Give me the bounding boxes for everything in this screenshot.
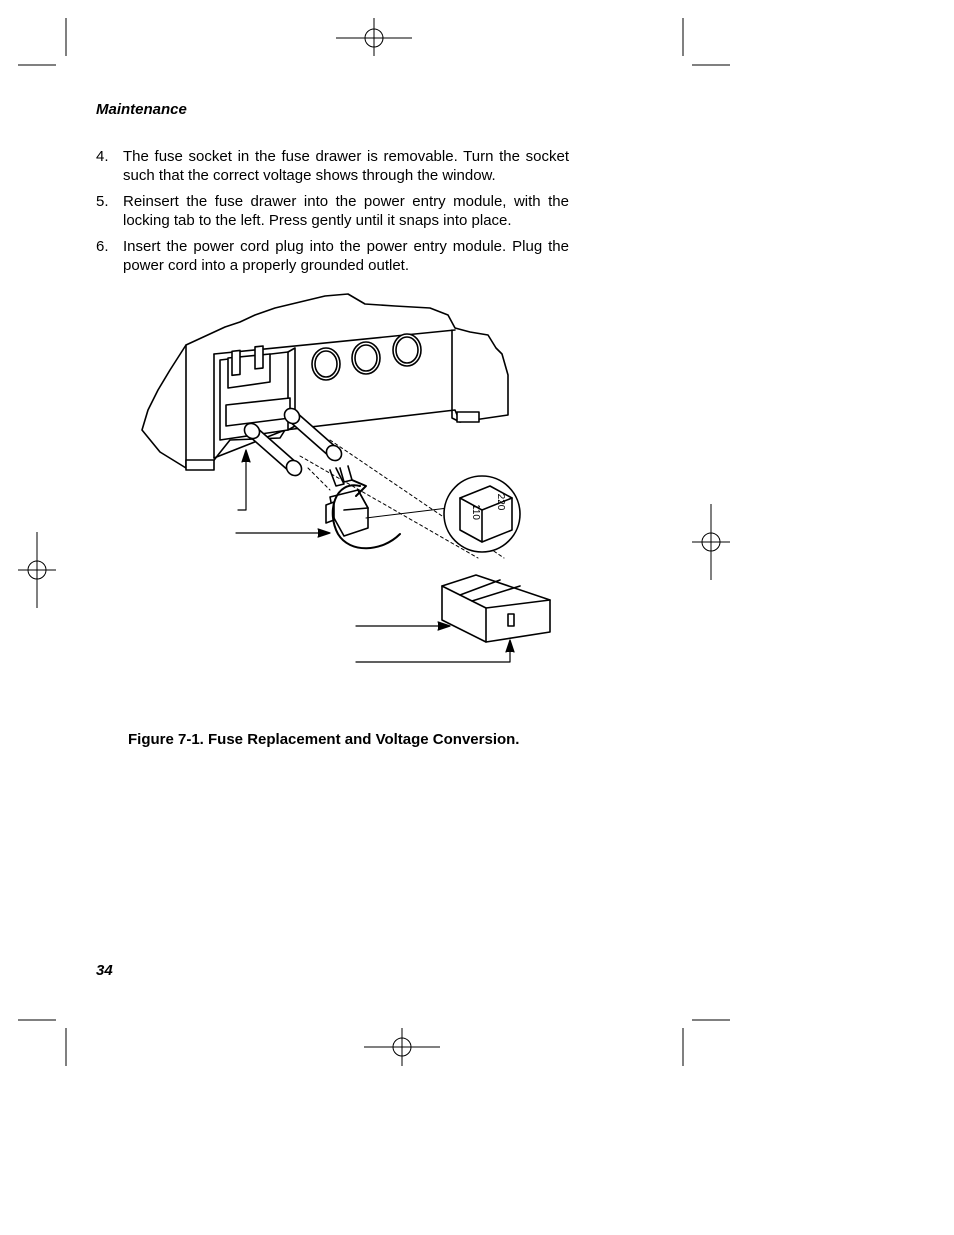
step-number: 4. xyxy=(96,148,109,165)
voltage-label-220: 220 xyxy=(495,493,506,511)
step-text: The fuse socket in the fuse drawer is removable. Turn the socket such that the correct voltage shows through the window. xyxy=(123,148,569,184)
step-number: 5. xyxy=(96,193,109,210)
page-number: 34 xyxy=(96,962,113,979)
fuse-replacement-figure xyxy=(130,290,570,680)
figure-caption: Figure 7-1. Fuse Replacement and Voltage Conversion. xyxy=(128,731,520,748)
step-text: Insert the power cord plug into the power entry module. Plug the power cord into a properly grounded outlet. xyxy=(123,238,569,274)
step-item xyxy=(96,147,569,185)
step-item xyxy=(96,237,569,275)
step-number: 6. xyxy=(96,238,109,255)
voltage-label-110: 110 xyxy=(470,504,481,520)
instruction-steps xyxy=(96,147,569,282)
holder-circle xyxy=(393,334,421,366)
step-text: Reinsert the fuse drawer into the power entry module, with the locking tab to the left. Press gently until it snaps into place. xyxy=(123,193,569,229)
step-item xyxy=(96,192,569,230)
holder-circle xyxy=(352,342,380,374)
fuse-drawer xyxy=(442,575,550,642)
section-header: Maintenance xyxy=(96,101,187,118)
holder-circle xyxy=(312,348,340,380)
